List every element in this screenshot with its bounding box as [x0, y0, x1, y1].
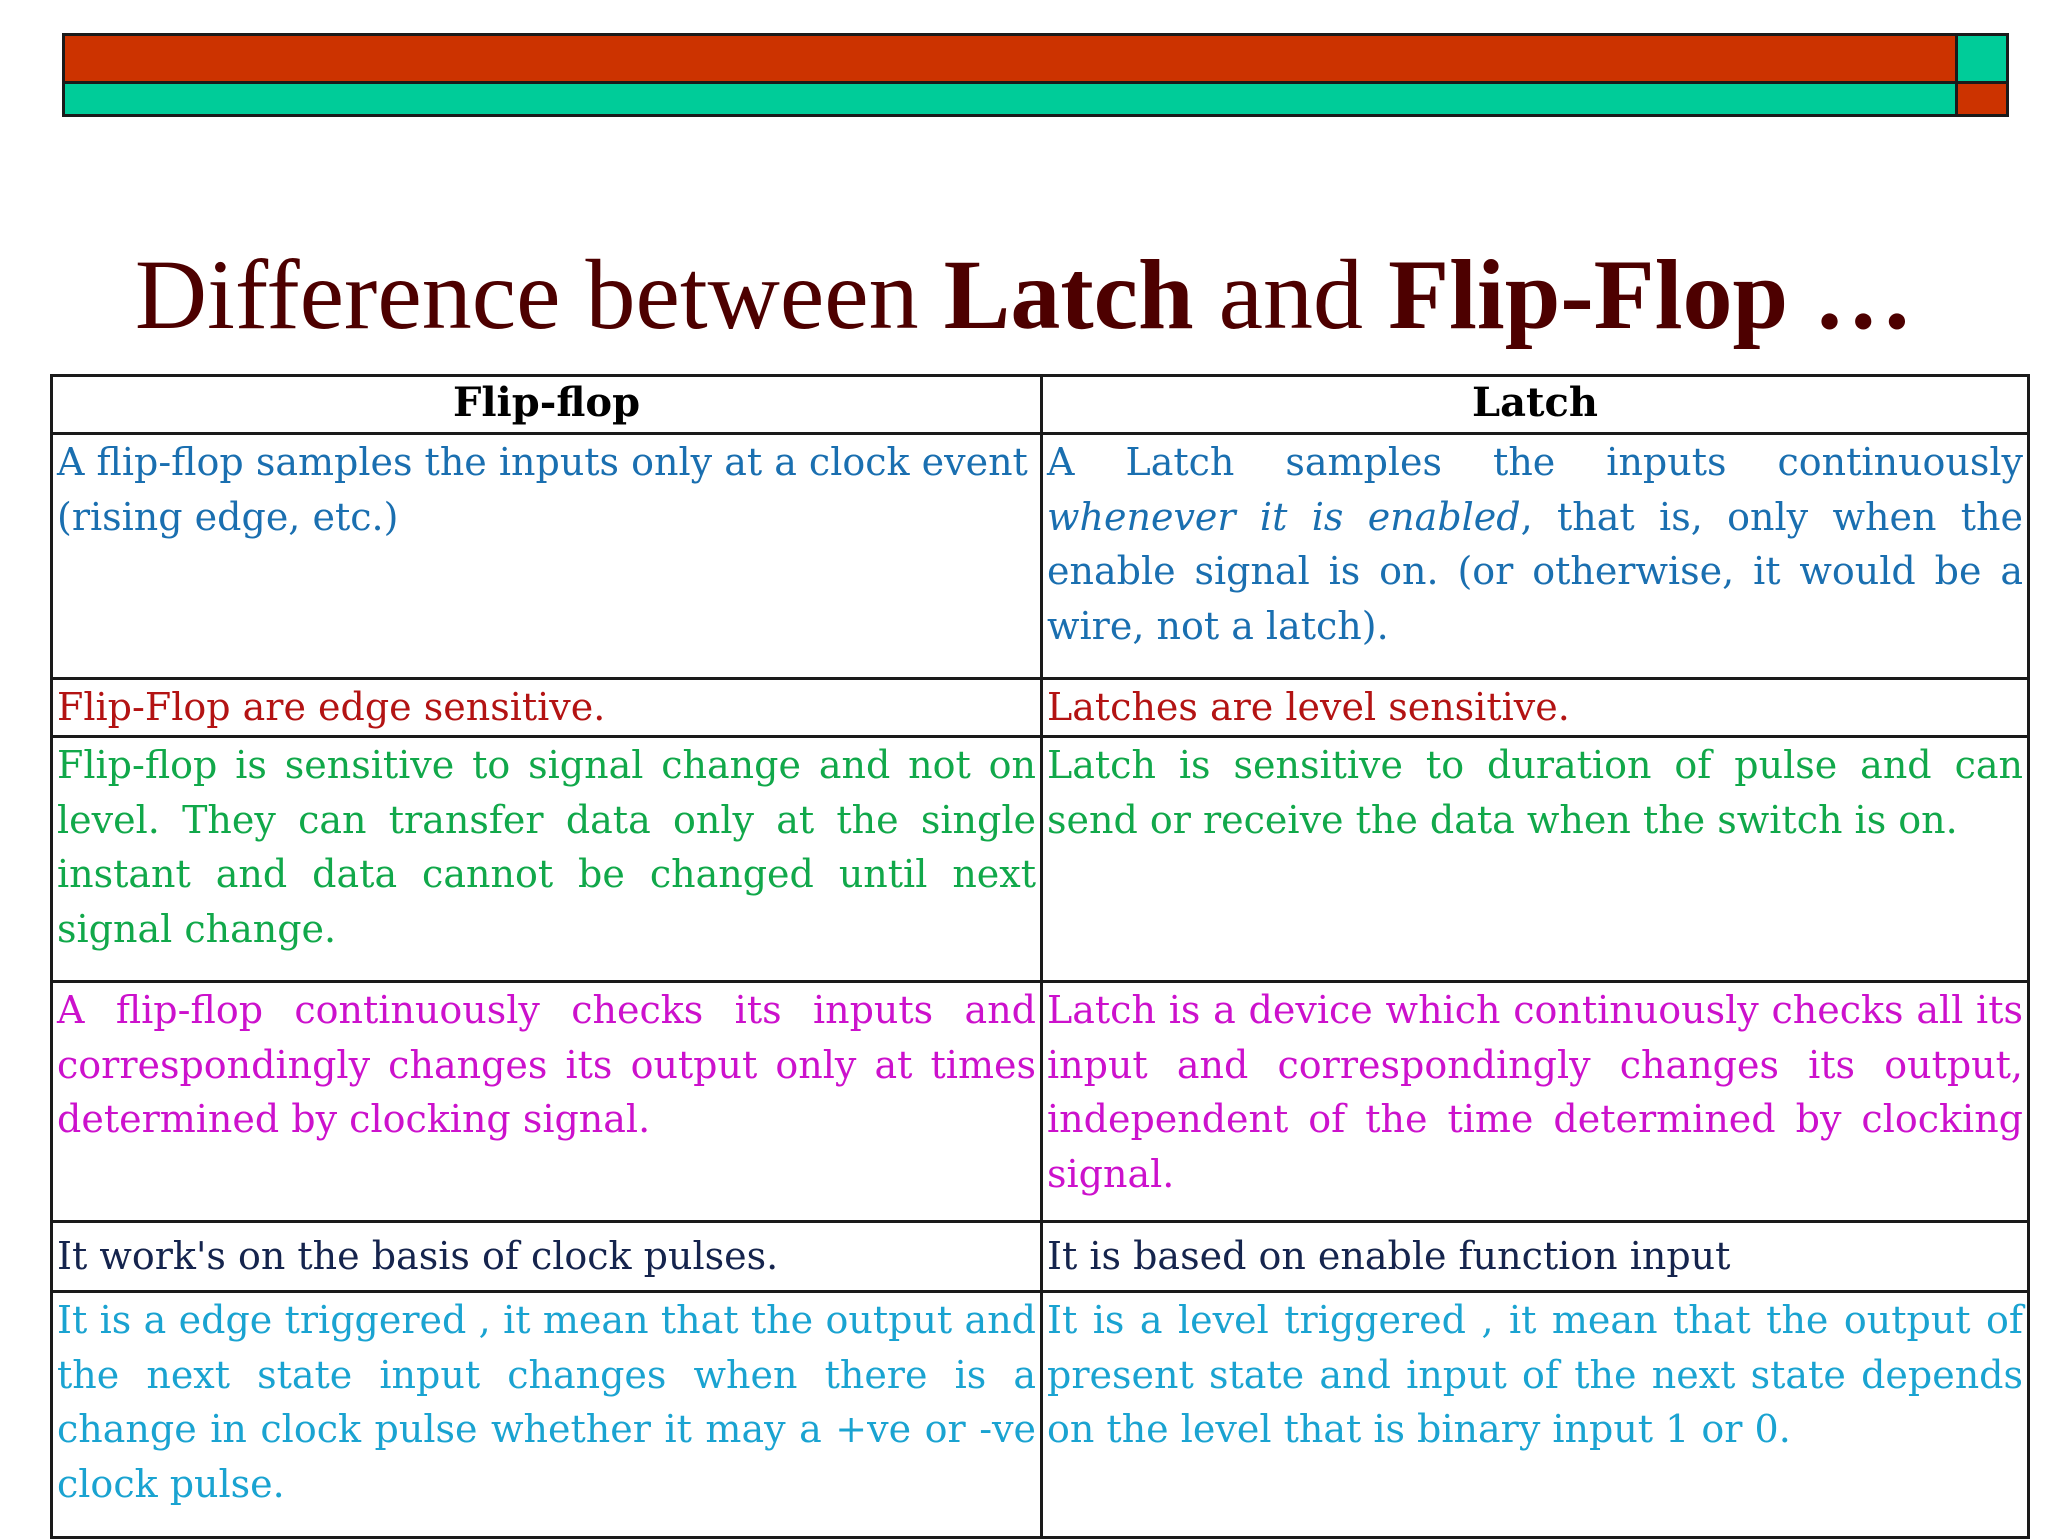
title-flip-flop: Flip-Flop: [1388, 239, 1789, 350]
flipflop-sampling-cell: A flip-flop samples the inputs only at a clock event (rising edge, etc.): [52, 434, 1042, 679]
slide-title: [0, 240, 2048, 350]
flipflop-edge-triggered-cell: It is a edge triggered , it mean that the output and the next state input changes when there is a change in clock pulse whether it may a +ve or -ve clock pulse.: [52, 1292, 1042, 1538]
table-row: [52, 1222, 2029, 1292]
latch-sensitivity-cell: Latches are level sensitive.: [1042, 679, 2029, 737]
title-part-1: Difference between: [134, 239, 944, 350]
table-row: [52, 737, 2029, 982]
latch-level-triggered-cell: It is a level triggered , it mean that the output of present state and input of the next state depends on the level that is binary input 1 or 0.: [1042, 1292, 2029, 1538]
latch-sampling-text-post: , that is, only when the enable signal is on. (or otherwise, it would be a wire, not a latch).: [1047, 494, 2024, 648]
latch-sampling-text-italic: whenever it is enabled: [1047, 494, 1521, 539]
table-row: [52, 434, 2029, 679]
title-latch: Latch: [943, 239, 1194, 350]
header-flip-flop: Flip-flop: [52, 376, 1042, 434]
header-square-green: [1955, 33, 2009, 84]
table-row: [52, 982, 2029, 1222]
latch-sampling-text-pre: A Latch samples the inputs continuously: [1047, 440, 2023, 484]
header-latch: Latch: [1042, 376, 2029, 434]
flipflop-signal-change-cell: Flip-flop is sensitive to signal change and not on level. They can transfer data only at the single instant and data cannot be changed until next signal change.: [52, 737, 1042, 982]
latch-pulse-duration-cell: Latch is sensitive to duration of pulse and can send or receive the data when the switch is on.: [1042, 737, 2029, 982]
header-bar-green: [62, 81, 1958, 117]
flipflop-sensitivity-cell: Flip-Flop are edge sensitive.: [52, 679, 1042, 737]
latch-checks-inputs-cell: Latch is a device which continuously checks all its input and correspondingly changes its output, independent of the time determined by clocking signal.: [1042, 982, 2029, 1222]
header-bar-red: [62, 33, 1958, 84]
comparison-table: [50, 374, 2030, 1539]
table-row: [52, 679, 2029, 737]
flipflop-clock-basis-cell: It work's on the basis of clock pulses.: [52, 1222, 1042, 1292]
latch-enable-basis-cell: It is based on enable function input: [1042, 1222, 2029, 1292]
table-header-row: [52, 376, 2029, 434]
title-part-2: and: [1193, 239, 1389, 350]
flipflop-checks-inputs-cell: A flip-flop continuously checks its inputs and correspondingly changes its output only at times determined by clocking signal.: [52, 982, 1042, 1222]
latch-sampling-cell: [1042, 434, 2029, 679]
header-square-red: [1955, 81, 2009, 117]
title-ellipsis: …: [1788, 239, 1914, 350]
table-row: [52, 1292, 2029, 1538]
